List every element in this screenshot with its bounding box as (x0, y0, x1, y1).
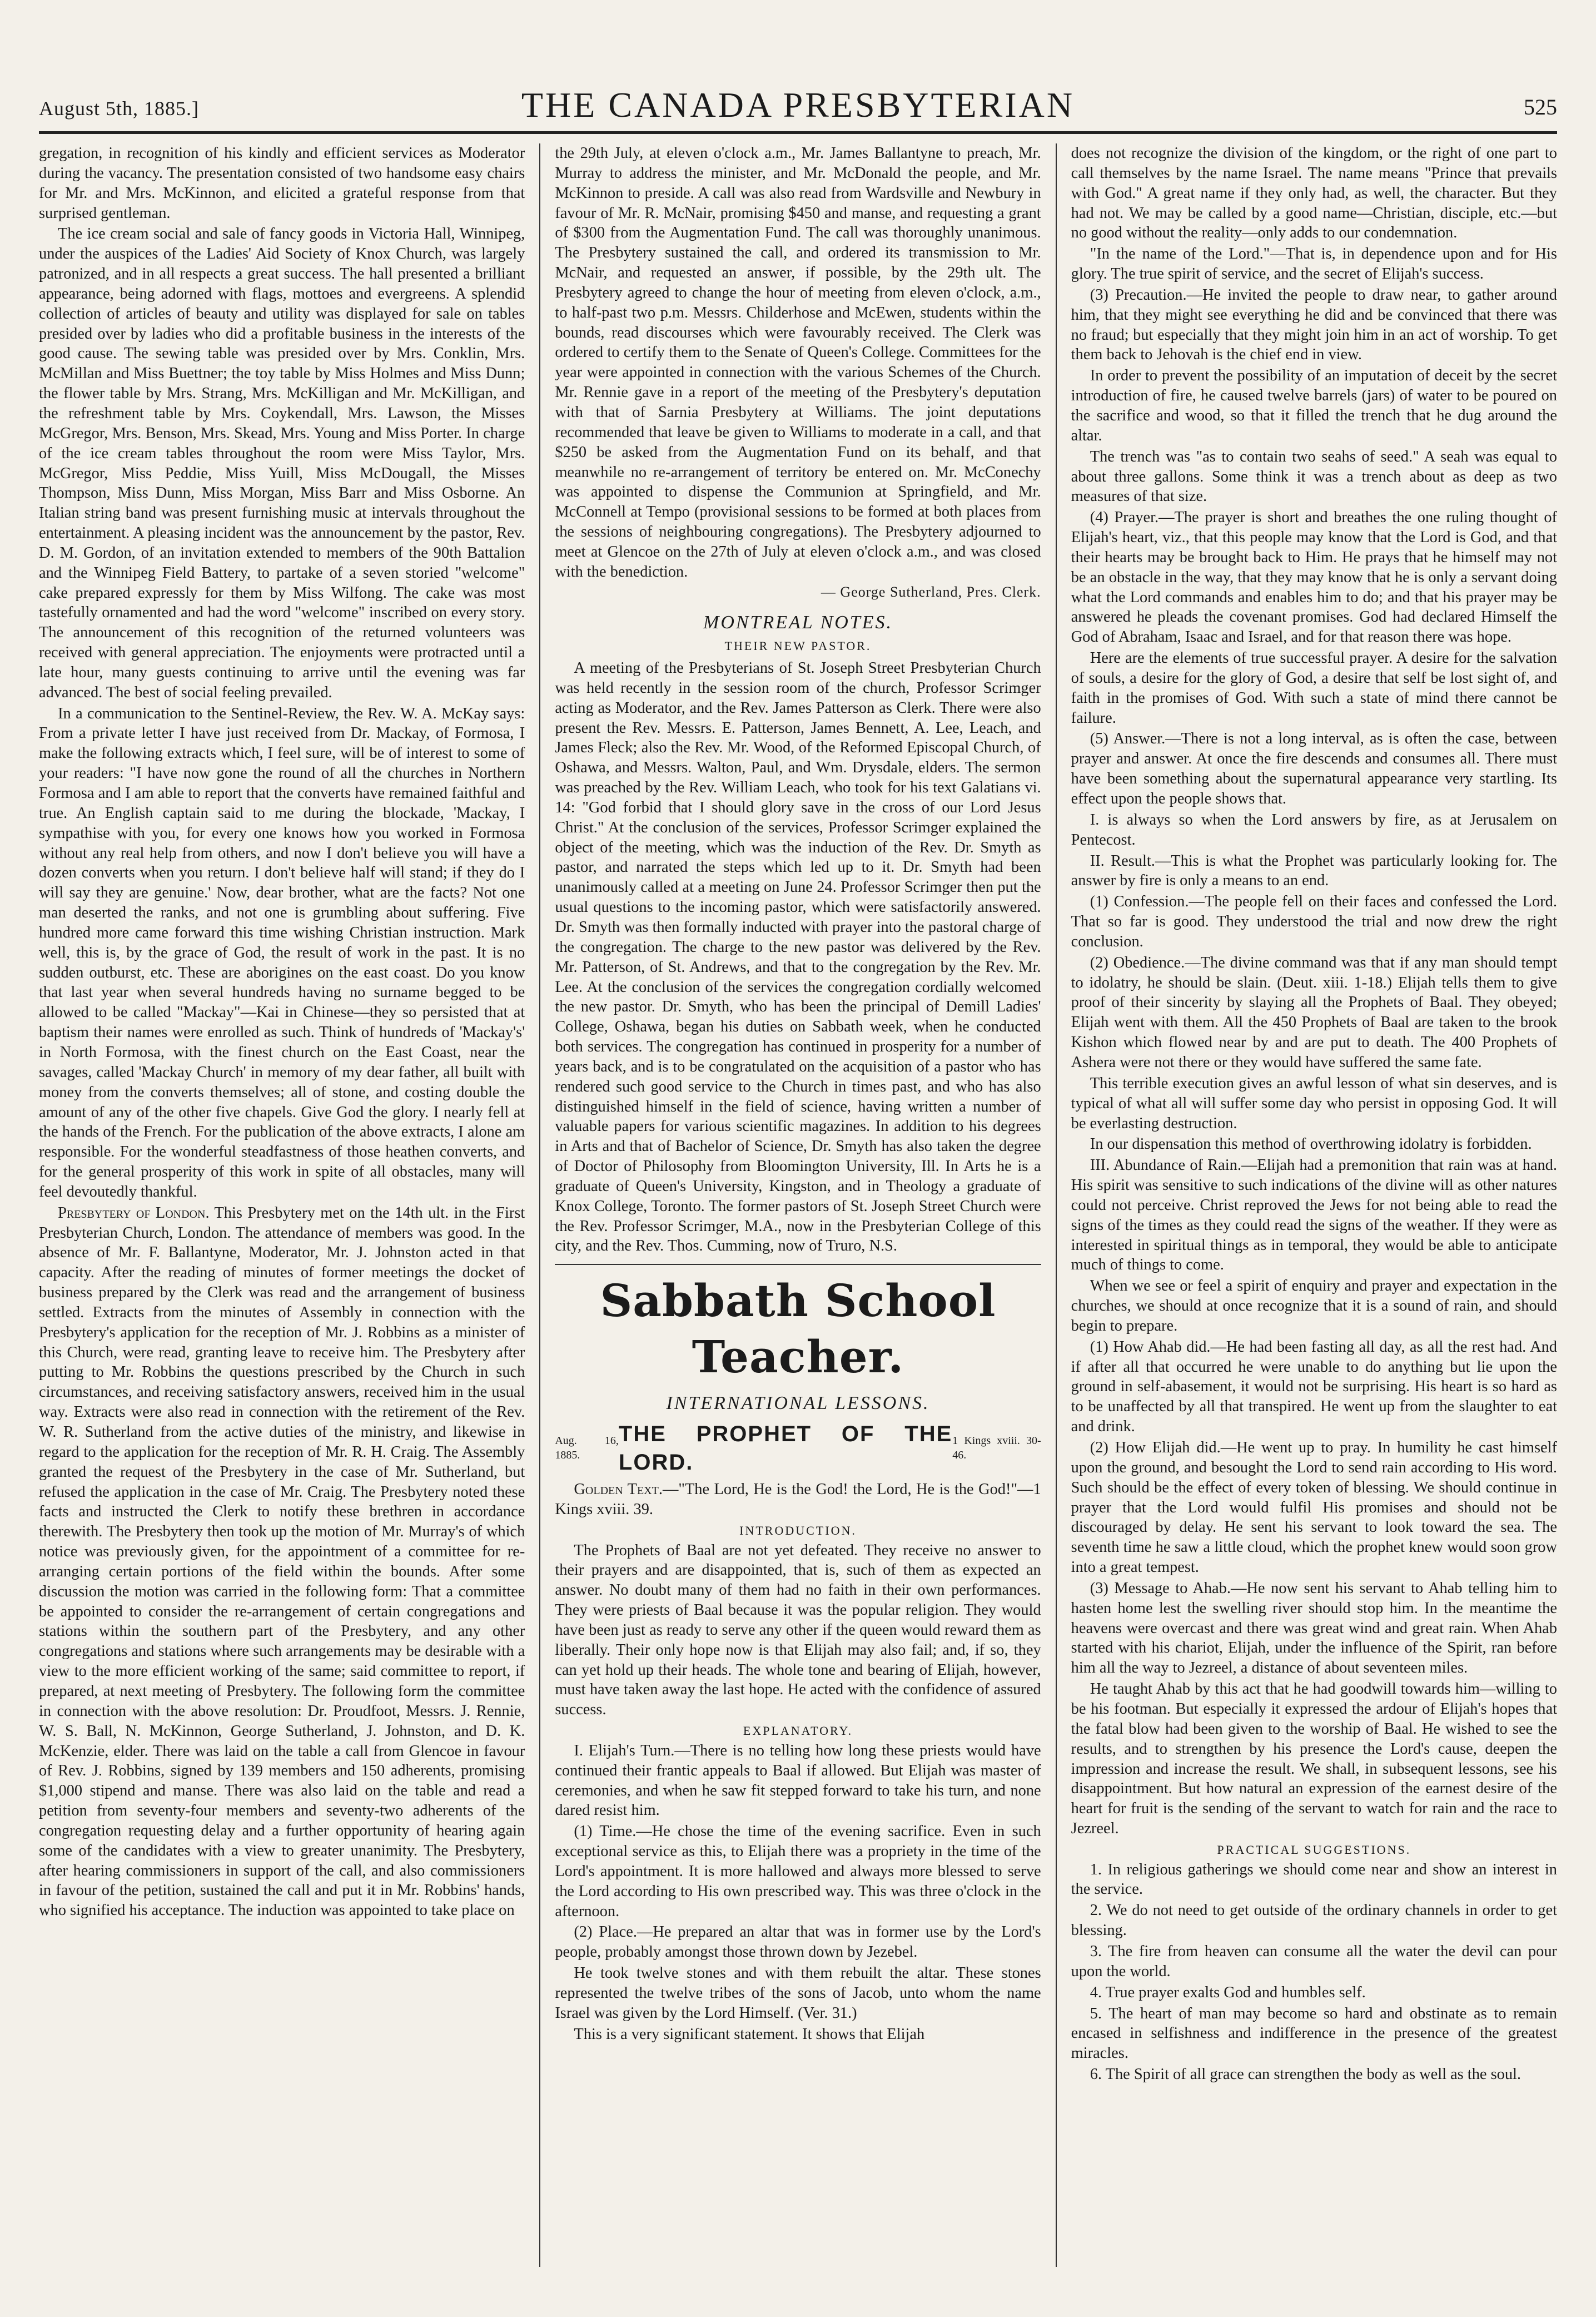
column-2 (540, 143, 1055, 2267)
section-rule (555, 1264, 1041, 1265)
article-paragraph: (1) Confession.—The people fell on their faces and confessed the Lord. That so far is good. They understood the trial and now drew the right conclusion. (1071, 893, 1557, 950)
article-paragraph: does not recognize the division of the kingdom, or the right of one part to call themselves by the name Israel. The name means "Prince that prevails with God." A great name if they only had, as well, the character. But they had not. We may be called by a good name—Christian, disciple, etc.—but no good without the reality—only adds to our condemnation. (1071, 145, 1557, 242)
signature: — George Sutherland, Pres. Clerk. (821, 583, 1041, 600)
introduction-heading: INTRODUCTION. (739, 1523, 857, 1537)
article-paragraph: In order to prevent the possibility of an imputation of deceit by the secret introduction of fire, he caused twelve barrels (jars) of water to be poured on the sacrifice and wood, so that it filled the trench that he dug around the altar. (1071, 367, 1557, 444)
suggestion-item: 5. The heart of man may become so hard and obstinate as to remain encased in selfishness and indifference in the presence of the greatest miracles. (1071, 2005, 1557, 2062)
article-paragraph (39, 1203, 525, 1921)
article-paragraph: the 29th July, at eleven o'clock a.m., Mr. James Ballantyne to preach, Mr. Murray to address the minister, and Mr. McDonald the people, and Mr. McKinnon to preside. A call was also read from Wardsville and Newbury in favour of Mr. R. McNair, promising $450 and manse, and requesting a grant of $300 from the Augmentation Fund. The call was thoroughly unanimous. The Presbytery sustained the call, and ordered its transmission to Mr. McNair, and requested an answer, if possible, by the 29th ult. The Presbytery agreed to change the hour of meeting from eleven o'clock, a.m., to half-past two p.m. Messrs. Childerhose and McEwen, students within the bounds, read discourses which were favourably received. The Clerk was ordered to certify them to the Senate of Queen's College. Committees for the year were appointed in connection with the various Schemes of the Church. Mr. Rennie gave in a report of the meeting of the Presbytery's deputation with that of Sarnia Presbytery at Williams. The joint deputations recommended that leave be given to Williams to moderate in a call, and that $250 be asked from the Augmentation Fund on its behalf, and that meanwhile no re-arrangement of territory be entered on. Mr. McConechy was appointed to dispense the Communion at Springfield, and Mr. McConnell at Tempo (provisional sessions to be formed at both places from the sessions of neighbouring congregations). The Presbytery adjourned to meet at Glencoe on the 27th of July at eleven o'clock a.m., and was closed with the benediction. (555, 145, 1041, 581)
article-paragraph: In a communication to the Sentinel-Review, the Rev. W. A. McKay says: From a private letter I have just received from Dr. Mackay, of Formosa, I make the following extracts which, I feel sure, will be of interest to some of your readers: "I have now gone the round of all the churches in Northern Formosa and I am able to report that the converts have remained faithful and true. An English captain said to me during the blockade, 'Mackay, I sympathise with you, for every one knows how you worked in Formosa without any real help from others, and now I don't believe you will have a dozen converts when you return. I don't believe half will stand; if they do I will say they are genuine.' Now, dear brother, what are the facts? Not one man deserted the ranks, and not one is grumbling about suffering. Five hundred more came forward this time wishing Christian instruction. Mark well, this is, by the grace of God, the result of work in the past. It is no sudden outburst, etc. These are aborigines on the east coast. Do you know that last year when several hundreds having no surname begged to be allowed to be called "Mackay"—Kai in Chinese—they so persisted that at baptism their names were enrolled as such. Think of hundreds of 'Mackay's' in North Formosa, with the finest church on the East Coast, near the savages, called 'Mackay Church' in memory of my dear father, all built with money from the converts themselves; all of stone, and costing double the amount of any of the other five chapels. Give God the glory. I nearly fell at the hands of the French. For the publication of the above extracts, I alone am responsible. For the wonderful steadfastness of those heathen converts, and for the general prosperity of this work in spite of all obstacles, many will feel devoutedly thankful. (39, 704, 525, 1200)
article-paragraph: (5) Answer.—There is not a long interval, as is often the case, between prayer and answer. At once the fire descends and consumes all. There must have been something about the supernatural appearance very startling. Its effect upon the people shows that. (1071, 730, 1557, 807)
lesson-reference: 1 Kings xviii. 30-46. (952, 1435, 1041, 1461)
article-paragraph: This terrible execution gives an awful lesson of what sin deserves, and is typical of what all will suffer some day who persist in opposing God. It will be everlasting destruction. (1071, 1074, 1557, 1132)
international-lessons-heading: INTERNATIONAL LESSONS. (666, 1393, 930, 1414)
sabbath-school-heading: Sabbath School Teacher. (600, 1274, 996, 1383)
article-paragraph: When we see or feel a spirit of enquiry and prayer and expectation in the churches, we should at once recognize that it is a sound of rain, and should begin to prepare. (1071, 1277, 1557, 1334)
article-paragraph: II. Result.—This is what the Prophet was particularly looking for. The answer by fire is only a means to an end. (1071, 852, 1557, 890)
article-paragraph: gregation, in recognition of his kindly and efficient services as Moderator during the vacancy. The presentation consisted of two handsome easy chairs for Mr. and Mrs. McKinnon, and elicited a grateful response from that surprised gentleman. (39, 145, 525, 222)
article-paragraph: (2) How Elijah did.—He went up to pray. In humility he cast himself upon the ground, and besought the Lord to send rain according to His word. Such should be the effect of every token of blessing. We should continue in prayer that the Lord would fulfil His promises and should not be discouraged by delay. He sent his servant to look toward the sea. The seventh time he saw a little cloud, which the prophet knew would soon grow into a great tempest. (1071, 1439, 1557, 1576)
article-paragraph: (3) Precaution.—He invited the people to draw near, to gather around him, that they might see everything he did and be convinced that there was no fraud; but especially that they might join him in an act of worship. To get them back to Jehovah is the chief end in view. (1071, 286, 1557, 364)
article-paragraph: (4) Prayer.—The prayer is short and breathes the one ruling thought of Elijah's heart, viz., that this people may know that the Lord is God, and that their hearts may be brought back to Him. He prays that he himself may not be an obstacle in the way, that they may know that he is only a servant doing what the Lord commands and enables him to do; and that his prayer may be answered he pleads the covenant promises. God had declared Himself the God of Abraham, Isaac and Israel, and for that reason there was hope. (1071, 509, 1557, 646)
article-paragraph: (1) How Ahab did.—He had been fasting all day, as all the rest had. And if after all that occurred he were unable to do anything but lie upon the ground in self-abasement, it would not be surprising. His heart is so hard as to be unaffected by all that transpired. He went up from the slaughter to eat and drink. (1071, 1338, 1557, 1436)
practical-suggestions-heading: PRACTICAL SUGGESTIONS. (1217, 1842, 1411, 1857)
article-paragraph: The Prophets of Baal are not yet defeated. They receive no answer to their prayers and are disappointed, that is, such of them as expected an answer. No doubt many of them had no faith in their own performances. They were priests of Baal because it was the popular religion. They would have been just as ready to serve any other if the queen would reward them as liberally. Their only hope now is that Elijah may also fail; and, if so, they can yet hold up their heads. The whole tone and bearing of Elijah, however, must have taken away the last hope. He acted with the confidence of assured success. (555, 1541, 1041, 1719)
montreal-notes-heading: MONTREAL NOTES. (703, 612, 893, 633)
columns (39, 143, 1557, 2267)
golden-text (555, 1480, 1041, 1520)
newspaper-title: THE CANADA PRESBYTERIAN (521, 85, 1075, 125)
article-paragraph: In our dispensation this method of overthrowing idolatry is forbidden. (1090, 1135, 1532, 1153)
column-1 (39, 143, 539, 2267)
article-paragraph: I. is always so when the Lord answers by fire, as at Jerusalem on Pentecost. (1071, 811, 1557, 849)
article-paragraph: (3) Message to Ahab.—He now sent his servant to Ahab telling him to hasten home lest the swelling river should stop him. In the meantime the heavens were overcast and there was great wind and great rain. When Ahab started with his chariot, Elijah, under the influence of the Spirit, ran before him all the way to Jezreel, a distance of about seventeen miles. (1071, 1579, 1557, 1677)
masthead (39, 78, 1557, 128)
suggestion-item: 3. The fire from heaven can consume all the water the devil can pour upon the world. (1071, 1943, 1557, 1980)
article-paragraph: He took twelve stones and with them rebuilt the altar. These stones represented the twelve tribes of the sons of Jacob, unto whom the name Israel was given by the Lord Himself. (Ver. 31.) (555, 1964, 1041, 2022)
paragraph-lead: Presbytery of London. (58, 1204, 210, 1222)
lesson-date: Aug. 16, 1885. (555, 1435, 619, 1461)
suggestion-item: 2. We do not need to get outside of the ordinary channels in order to get blessing. (1071, 1902, 1557, 1939)
article-paragraph: (2) Place.—He prepared an altar that was in former use by the Lord's people, probably amongst those thrown down by Jezebel. (555, 1923, 1041, 1961)
article-paragraph: (2) Obedience.—The divine command was that if any man should tempt to idolatry, he should be slain. (Deut. xiii. 1-18.) Elijah tells them to give proof of their sincerity by slaying all the Prophets of Baal. They obeyed; Elijah went with them. All the 450 Prophets of Baal are taken to the brook Kishon which flowed near by and are put to death. The 400 Prophets of Ashera were not there or they would have suffered the same fate. (1071, 954, 1557, 1071)
article-paragraph: The ice cream social and sale of fancy goods in Victoria Hall, Winnipeg, under the auspices of the Ladies' Aid Society of Knox Church, was largely patronized, and in all respects a great success. The hall presented a brilliant appearance, being adorned with flags, mottoes and evergreens. A splendid collection of articles of beauty and utility was displayed for sale on tables presided over by ladies who did a profitable business in the interests of the good cause. The sewing table was presided over by Mrs. Conklin, Mrs. McMillan and Miss Buettner; the toy table by Miss Holmes and Miss Dunn; the flower table by Mrs. Strang, Mrs. McKilligan and Mr. McKilligan, and the refreshment table by Mrs. Coykendall, Mrs. Lawson, the Misses McGregor, Mrs. Benson, Mrs. Skead, Mrs. Young and Miss Porter. In charge of the ice cream tables throughout the room were Miss Taylor, Mrs. McGregor, Miss Peddie, Miss Yuill, Miss McDougall, the Misses Thompson, Miss Dunn, Miss Morgan, Miss Barr and Miss Osborne. An Italian string band was present furnishing music at intervals throughout the entertainment. A pleasing incident was the announcement by the pastor, Rev. D. M. Gordon, of an invitation extended to members of the 90th Battalion and the Winnipeg Field Battery, to partake of a seven storied "welcome" cake prepared expressly for them by Miss Wilfong. The cake was most tastefully ornamented and had the word "welcome" inscribed on every story. The announcement of this recognition of the returned volunteers was received with general appreciation. The enjoyments were protracted until a late hour, many guests continuing to arrive until the evening was far advanced. The best of social feeling prevailed. (39, 225, 525, 701)
article-paragraph: I. Elijah's Turn.—There is no telling how long these priests would have continued their frantic appeals to Baal if allowed. But Elijah was master of ceremonies, and when he saw fit stepped forward to take his turn, and none dared resist him. (555, 1742, 1041, 1819)
golden-text-body: —"The Lord, He is the God! the Lord, He is the God!"—1 Kings xviii. 39. (555, 1481, 1041, 1518)
masthead-rule (39, 131, 1557, 134)
golden-text-label: Golden Text. (574, 1481, 663, 1499)
lesson-title: THE PROPHET OF THE LORD. (618, 1422, 953, 1475)
article-paragraph: (1) Time.—He chose the time of the evening sacrifice. Even in such exceptional service as this, to Elijah there was a propriety in the time of the Lord's appointment. It is more hallowed and always more blessed to serve the Lord according to His own prescribed way. This was three o'clock in the afternoon. (555, 1823, 1041, 1920)
suggestion-item: 6. The Spirit of all grace can strengthen the body as well as the soul. (1090, 2066, 1522, 2083)
paragraph-body: This Presbytery met on the 14th ult. in the First Presbyterian Church, London. The attendance of members was good. In the absence of Mr. F. Ballantyne, Moderator, Mr. J. Johnston acted in that capacity. After the reading of minutes of former meetings the docket of business prepared by the Clerk was read and the arrangement of business settled. Extracts from the minutes of Assembly in connection with the Presbytery's application for the reception of Mr. J. Robbins as a minister of this Church, were read, granting leave to receive him. The Presbytery after putting to Mr. Robbins the questions prescribed by the Church in such circumstances, and receiving satisfactory answers, received him in the usual way. Extracts were also read in connection with the retirement of the Rev. W. R. Sutherland from the active duties of the ministry, and likewise in regard to the application for the reception of Mr. R. H. Craig. The Assembly granted the request of the Presbytery in the case of Mr. Sutherland, but refused the application in the case of Mr. Craig. The Presbytery noted these facts and instructed the Clerk to notify these brethren in accordance therewith. The Presbytery then took up the motion of Mr. Murray's of which notice was previously given, for the appointment of a committee for re-arranging certain portions of the field within the bounds. After some discussion the motion was carried in the following form: That a committee be appointed to consider the re-arrangement of certain congregations and stations within the southern part of the Presbytery, and any other congregations and stations where such arrangements may be desirable with a view to the more efficient working of the same; said committee to report, if prepared, at next meeting of Presbytery. The following form the committee in connection with the above resolution: Dr. Proudfoot, Messrs. J. Rennie, W. S. Ball, N. McKinnon, George Sutherland, J. Johnston, and D. K. McKenzie, elder. There was laid on the table a call from Glencoe in favour of Rev. J. Robbins, signed by 139 members and 150 adherents, promising $1,000 stipend and manse. There was also laid on the table and read a petition from seventy-four members and seventy-two adherents of the congregation requesting delay and a further opportunity of hearing again some of the candidates with a view to greater unanimity. The Presbytery, after hearing commissioners in support of the call, and also commissioners in favour of the petition, sustained the call and put it in Mr. Robbins' hands, who signified his acceptance. The induction was appointed to take place on (39, 1204, 525, 1919)
suggestion-item: 4. True prayer exalts God and humbles self. (1090, 1983, 1366, 2001)
explanatory-heading: EXPLANATORY. (743, 1724, 853, 1738)
article-paragraph: This is a very significant statement. It shows that Elijah (574, 2025, 925, 2043)
article-paragraph: The trench was "as to contain two seahs of seed." A seah was equal to about three gallons. Some think it was a trench about as deep as two measures of that size. (1071, 448, 1557, 505)
article-paragraph: He taught Ahab by this act that he had goodwill towards him—willing to be his footman. But especially it expressed the ardour of Elijah's hopes that the fatal blow had been given to the worship of Baal. He wished to see the results, and to strengthen by his presence the Lord's cause, deepen the impression and increase the result. We shall, in subsequent lessons, see his disappointment. But how natural an expression of the earnest desire of the heart for fruit is the sending of the servant to watch for rain and the race to Jezreel. (1071, 1680, 1557, 1838)
montreal-notes-subheading: THEIR NEW PASTOR. (724, 639, 872, 653)
article-paragraph: Here are the elements of true successful prayer. A desire for the salvation of souls, a desire for the glory of God, a desire that self be lost sight of, and faith in the promises of God. With such a state of mind there cannot be failure. (1071, 649, 1557, 727)
lesson-header (555, 1420, 1041, 1476)
page-number: 525 (1524, 95, 1557, 120)
article-paragraph: A meeting of the Presbyterians of St. Joseph Street Presbyterian Church was held recently in the session room of the church, Professor Scrimger acting as Moderator, and the Rev. James Patterson as Clerk. There were also present the Rev. Messrs. E. Patterson, James Bennett, A. Lee, Leach, and James Fleck; also the Rev. Mr. Wood, of the Reformed Episcopal Church, of Oshawa, and Messrs. Walton, Paul, and Wm. Drysdale, elders. The sermon was preached by the Rev. William Leach, who took for his text Galatians vi. 14: "God forbid that I should glory save in the cross of our Lord Jesus Christ." At the conclusion of the services, Professor Scrimger explained the object of the meeting, which was the induction of the Rev. Dr. Smyth as pastor, and narrated the steps which led up to it. Dr. Smyth had been unanimously called at a meeting on June 24. Professor Scrimger then put the usual questions to the incoming pastor, which were satisfactorily answered. Dr. Smyth was then formally inducted with prayer into the pastoral charge of the congregation. The charge to the new pastor was delivered by the Rev. Mr. Patterson, of St. Andrews, and that to the congregation by the Rev. Mr. Lee. At the conclusion of the services the congregation cordially welcomed the new pastor. Dr. Smyth, who has been the principal of Demill Ladies' College, Oshawa, began his duties on Sabbath week, when he conducted both services. The congregation has continued in prosperity for a number of years back, and is to be congratulated on the acquisition of a pastor who has rendered such good service to the Church in times past, and who has also distinguished himself in the field of science, having written a number of valuable papers for various scientific magazines. In addition to his degrees in Arts and that of Bachelor of Science, Dr. Smyth has also taken the degree of Doctor of Philosophy from Bloomington University, Ill. In Arts he is a graduate of Queen's University, Kingston, and in Theology a graduate of Knox College, Toronto. The former pastors of St. Joseph Street Church were the Rev. Professor Scrimger, M.A., now in the Presbyterian College of this city, and the Rev. Thos. Cumming, now of Truro, N.S. (555, 659, 1041, 1255)
article-paragraph: III. Abundance of Rain.—Elijah had a premonition that rain was at hand. His spirit was sensitive to such indications of the divine will as other natures could not perceive. Christ reproved the Jews for not being able to read the signs of the times as they could read the signs of the weather. If they were as interested in spiritual things as in temporal, they would be able to anticipate much of things to come. (1071, 1157, 1557, 1274)
issue-date: August 5th, 1885.] (39, 97, 199, 120)
article-paragraph: "In the name of the Lord."—That is, in dependence upon and for His glory. The true spirit of service, and the secret of Elijah's success. (1071, 245, 1557, 283)
suggestion-item: 1. In religious gatherings we should come near and show an interest in the service. (1071, 1860, 1557, 1898)
column-3 (1057, 143, 1557, 2267)
